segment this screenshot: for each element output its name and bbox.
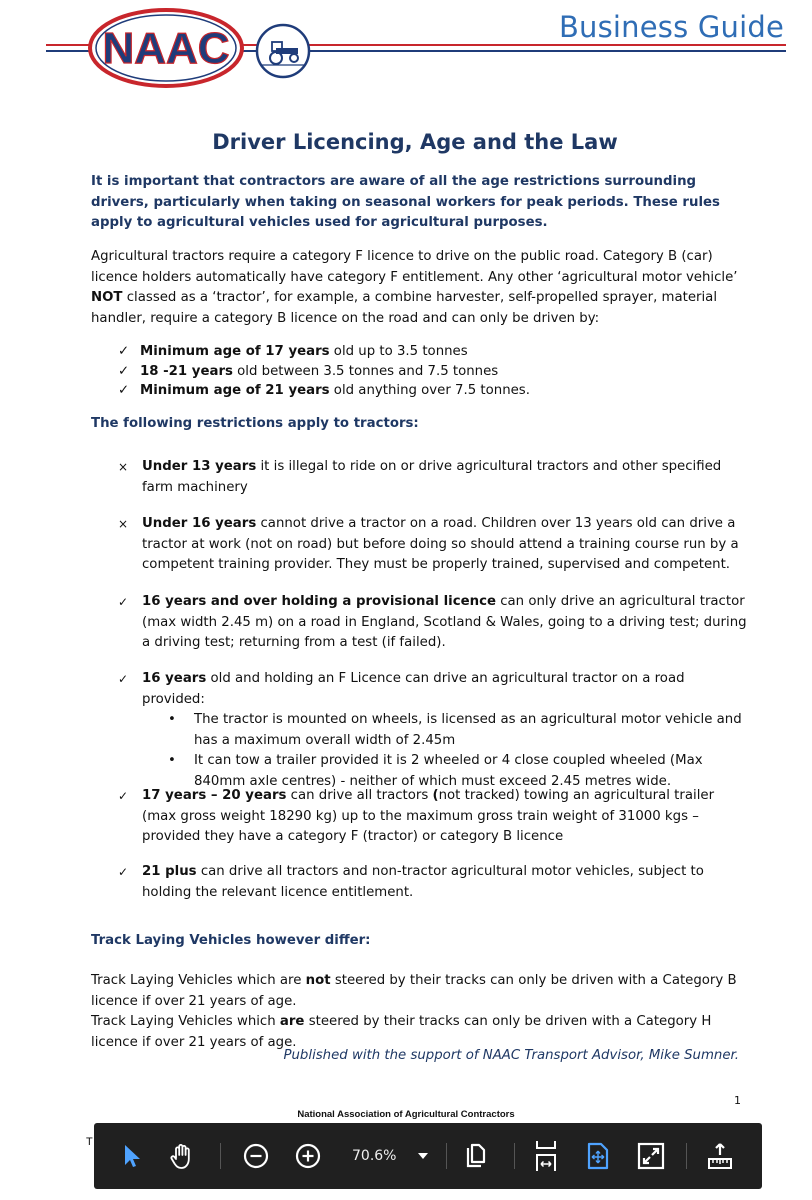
- check-icon: ✓: [118, 865, 129, 879]
- restriction-item: × Under 13 years it is illegal to ride on or drive agricultural tractors and other specified farm machinery: [118, 459, 722, 495]
- text-line: Track Laying Vehicles which are steered by their tracks can only be driven with a Category H licence if over 21 years of age.: [91, 1014, 712, 1050]
- fit-page-icon: [586, 1141, 610, 1171]
- cross-icon: ×: [118, 460, 129, 474]
- zoom-level-select[interactable]: [352, 1123, 428, 1189]
- restriction-item: ✓ 21 plus can drive all tractors and non-tractor agricultural motor vehicles, subject to holding the relevant licence entitlement.: [118, 864, 704, 900]
- document-title: Driver Licencing, Age and the Law: [212, 130, 618, 154]
- track-laying-heading: Track Laying Vehicles however differ:: [91, 933, 371, 948]
- check-icon: ✓: [118, 383, 130, 398]
- published-note: Published with the support of NAAC Transport Advisor, Mike Sumner.: [283, 1048, 739, 1063]
- zoom-dropdown-icon: [418, 1153, 428, 1159]
- measure-button[interactable]: [702, 1123, 738, 1189]
- check-icon: ✓: [118, 595, 129, 609]
- toolbar-separator: [514, 1143, 515, 1169]
- list-item: • It can tow a trailer provided it is 2 wheeled or 4 close coupled wheeled (Max 840mm axle centres) - neither of which must exceed 2.45 metres wide.: [164, 751, 748, 792]
- hand-pan-icon: [167, 1141, 197, 1171]
- list-item: • The tractor is mounted on wheels, is licensed as an agricultural motor vehicle and has a maximum overall width of 2.45m: [164, 710, 748, 751]
- naac-logo: [86, 5, 246, 91]
- copy-pages-button[interactable]: [460, 1123, 492, 1189]
- list-item: ✓ 18 -21 years old between 3.5 tonnes and 7.5 tonnes: [118, 362, 530, 382]
- page-number: 1: [734, 1094, 741, 1107]
- fit-width-button[interactable]: [530, 1123, 562, 1189]
- check-icon: ✓: [118, 789, 129, 803]
- restriction-item: ✓ 17 years – 20 years can drive all tractors (not tracked) towing an agricultural trailer (max gross weight 18290 kg) up to the maximum gross train weight of 31000 kgs – provided they have a category F (tractor) or category B licence: [118, 788, 715, 845]
- zoom-out-button[interactable]: [238, 1123, 274, 1189]
- toolbar-separator: [220, 1143, 221, 1169]
- track-laying-paragraph: [91, 971, 746, 1053]
- select-tool-button[interactable]: [114, 1123, 150, 1189]
- intro-paragraph: It is important that contractors are aware of all the age restrictions surrounding drivers, particularly when taking on seasonal workers for peak periods. These rules apply to agricultural vehicles used for agricultural purposes.: [91, 174, 720, 231]
- check-icon: ✓: [118, 363, 130, 379]
- cross-icon: ×: [118, 517, 129, 531]
- pdf-viewer-toolbar: [94, 1123, 762, 1189]
- copy-pages-icon: [464, 1142, 488, 1170]
- age-checklist: [118, 342, 530, 401]
- full-screen-button[interactable]: [634, 1123, 668, 1189]
- condition-list: [164, 710, 748, 792]
- toolbar-separator: [446, 1143, 447, 1169]
- list-item: ✓ Minimum age of 21 years old anything over 7.5 tonnes.: [118, 381, 530, 401]
- business-guide-title: Business Guide: [551, 10, 784, 44]
- zoom-in-button[interactable]: [290, 1123, 326, 1189]
- restriction-item: ✓ 16 years and over holding a provisional licence can only drive an agricultural tractor (max width 2.45 m) on a road in England, Scotland & Wales, going to a driving test; during a driving test; returning from a test (if failed).: [118, 594, 747, 651]
- footer-organisation: National Association of Agricultural Contractors: [297, 1109, 515, 1120]
- check-icon: ✓: [118, 672, 129, 686]
- toolbar-separator: [686, 1143, 687, 1169]
- full-screen-icon: [637, 1142, 665, 1170]
- svg-text:NAAC: NAAC: [102, 24, 230, 73]
- zoom-level-value: 70.6%: [352, 1148, 397, 1164]
- licence-paragraph: [91, 247, 746, 329]
- check-icon: ✓: [118, 344, 130, 359]
- text-run: Agricultural tractors require a category F licence to drive on the public road. Category B (car) licence holders automatically have category F entitlement. Any other ‘agricultural motor vehicle’: [91, 249, 738, 285]
- restriction-item: ✓ 16 years old and holding an F Licence can drive an agricultural tractor on a road provided: • The tractor is mounted on wheels, is licensed as an agricultural motor vehicle and has a maximum overall width of 2.45m • It can tow a trailer provided it is 2 wheeled or 4 close coupled wheeled (Max 840mm axle centres) - neither of which must exceed 2.45 metres wide.: [118, 669, 748, 793]
- footer-fragment: T: [86, 1136, 93, 1148]
- zoom-out-icon: [242, 1142, 270, 1170]
- fit-width-icon: [534, 1139, 558, 1173]
- select-pointer-icon: [122, 1143, 142, 1169]
- ruler-measure-icon: [706, 1141, 734, 1171]
- restriction-item: × Under 16 years cannot drive a tractor on a road. Children over 13 years old can drive a tractor at work (not on road) but before doing so should attend a training course run by a competent training provider. They must be properly trained, supervised and competent.: [118, 516, 739, 573]
- list-item: ✓ Minimum age of 17 years old up to 3.5 tonnes: [118, 342, 530, 362]
- zoom-in-icon: [294, 1142, 322, 1170]
- text-run: classed as a ‘tractor’, for example, a combine harvester, self-propelled sprayer, material handler, require a category B licence on the road and can only be driven by:: [91, 290, 718, 326]
- text-line: Track Laying Vehicles which are not steered by their tracks can only be driven with a Category B licence if over 21 years of age.: [91, 973, 737, 1009]
- fit-page-button[interactable]: [582, 1123, 614, 1189]
- pan-tool-button[interactable]: [162, 1123, 202, 1189]
- text-run-bold: NOT: [91, 290, 123, 306]
- tractor-restrictions-heading: The following restrictions apply to tractors:: [91, 416, 419, 431]
- tractor-logo-icon: [254, 22, 312, 80]
